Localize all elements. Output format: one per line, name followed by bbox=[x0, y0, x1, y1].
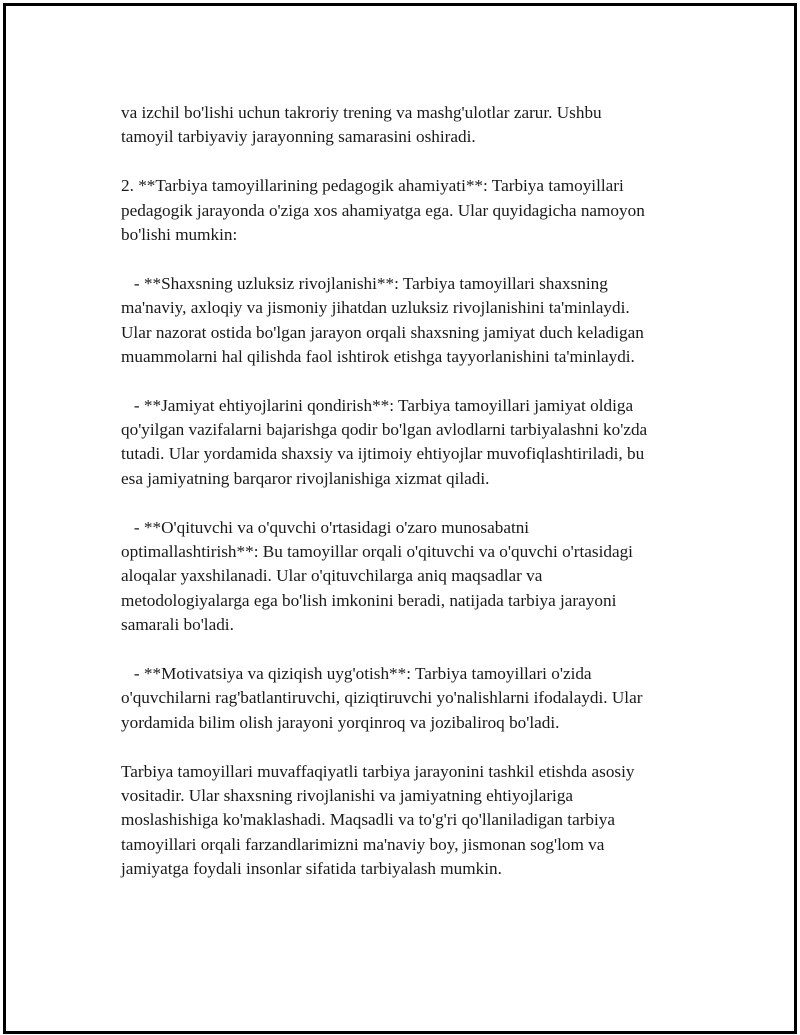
paragraph-2 bbox=[121, 174, 701, 247]
text-line: ma'naviy, axloqiy va jismoniy jihatdan uzluksiz rivojlanishini ta'minlaydi. bbox=[121, 298, 630, 318]
text-line: o'quvchilarni rag'batlantiruvchi, qiziqtiruvchi yo'nalishlarni ifodalaydi. Ular bbox=[121, 688, 643, 708]
text-line: 2. **Tarbiya tamoyillarining pedagogik ahamiyati**: Tarbiya tamoyillari bbox=[121, 176, 624, 196]
text-line: metodologiyalarga ega bo'lish imkonini beradi, natijada tarbiya jarayoni bbox=[121, 590, 617, 610]
text-line: va izchil bo'lishi uchun takroriy trening va mashg'ulotlar zarur. Ushbu bbox=[121, 103, 602, 122]
text-line: Ular nazorat ostida bo'lgan jarayon orqali shaxsning jamiyat duch keladigan bbox=[121, 322, 644, 342]
text-line: - **Shaxsning uzluksiz rivojlanishi**: Tarbiya tamoyillari shaxsning bbox=[121, 273, 608, 293]
paragraph-3 bbox=[121, 272, 701, 370]
paragraph-gap bbox=[121, 369, 701, 393]
text-line: bo'lishi mumkin: bbox=[121, 224, 238, 244]
text-line: samarali bo'ladi. bbox=[121, 615, 234, 635]
paragraph-5 bbox=[121, 516, 701, 638]
text-line: - **Motivatsiya va qiziqish uyg'otish**: Tarbiya tamoyillari o'zida bbox=[121, 663, 592, 683]
paragraph-gap bbox=[121, 247, 701, 271]
paragraph-1 bbox=[121, 101, 701, 150]
text-line: tamoyil tarbiyaviy jarayonning samarasini oshiradi. bbox=[121, 127, 476, 147]
text-line: - **O'qituvchi va o'quvchi o'rtasidagi o'zaro munosabatni bbox=[121, 517, 530, 537]
text-line: esa jamiyatning barqaror rivojlanishiga xizmat qiladi. bbox=[121, 468, 490, 488]
text-line: optimallashtirish**: Bu tamoyillar orqali o'qituvchi va o'quvchi o'rtasidagi bbox=[121, 542, 633, 562]
text-line: muammolarni hal qilishda faol ishtirok etishga tayyorlanishini ta'minlaydi. bbox=[121, 346, 635, 366]
text-line: tamoyillari orqali farzandlarimizni ma'naviy boy, jismonan sog'lom va bbox=[121, 834, 605, 854]
paragraph-gap bbox=[121, 735, 701, 759]
paragraph-gap bbox=[121, 638, 701, 662]
text-line: - **Jamiyat ehtiyojlarini qondirish**: Tarbiya tamoyillari jamiyat oldiga bbox=[121, 395, 634, 415]
text-line: qo'yilgan vazifalarni bajarishga qodir bo'lgan avlodlarni tarbiyalashni ko'zda bbox=[121, 420, 648, 440]
text-line: aloqalar yaxshilanadi. Ular o'qituvchilarga aniq maqsadlar va bbox=[121, 566, 543, 586]
text-line: Tarbiya tamoyillari muvaffaqiyatli tarbiya jarayonini tashkil etishda asosiy bbox=[121, 761, 635, 781]
text-line: pedagogik jarayonda o'ziga xos ahamiyatga ega. Ular quyidagicha namoyon bbox=[121, 200, 645, 220]
paragraph-7 bbox=[121, 760, 701, 882]
text-line: jamiyatga foydali insonlar sifatida tarbiyalash mumkin. bbox=[121, 859, 502, 879]
paragraph-4 bbox=[121, 394, 701, 492]
paragraph-6 bbox=[121, 662, 701, 735]
paragraph-gap bbox=[121, 491, 701, 515]
text-line: tutadi. Ular yordamida shaxsiy va ijtimoiy ehtiyojlar muvofiqlashtiriladi, bu bbox=[121, 444, 645, 464]
text-line: yordamida bilim olish jarayoni yorqinroq va jozibaliroq bo'ladi. bbox=[121, 712, 560, 732]
page-frame bbox=[3, 3, 797, 1034]
document-body bbox=[121, 101, 701, 882]
paragraph-gap bbox=[121, 150, 701, 174]
text-line: vositadir. Ular shaxsning rivojlanishi va jamiyatning ehtiyojlariga bbox=[121, 785, 574, 805]
text-line: moslashishiga ko'maklashadi. Maqsadli va to'g'ri qo'llaniladigan tarbiya bbox=[121, 810, 616, 830]
